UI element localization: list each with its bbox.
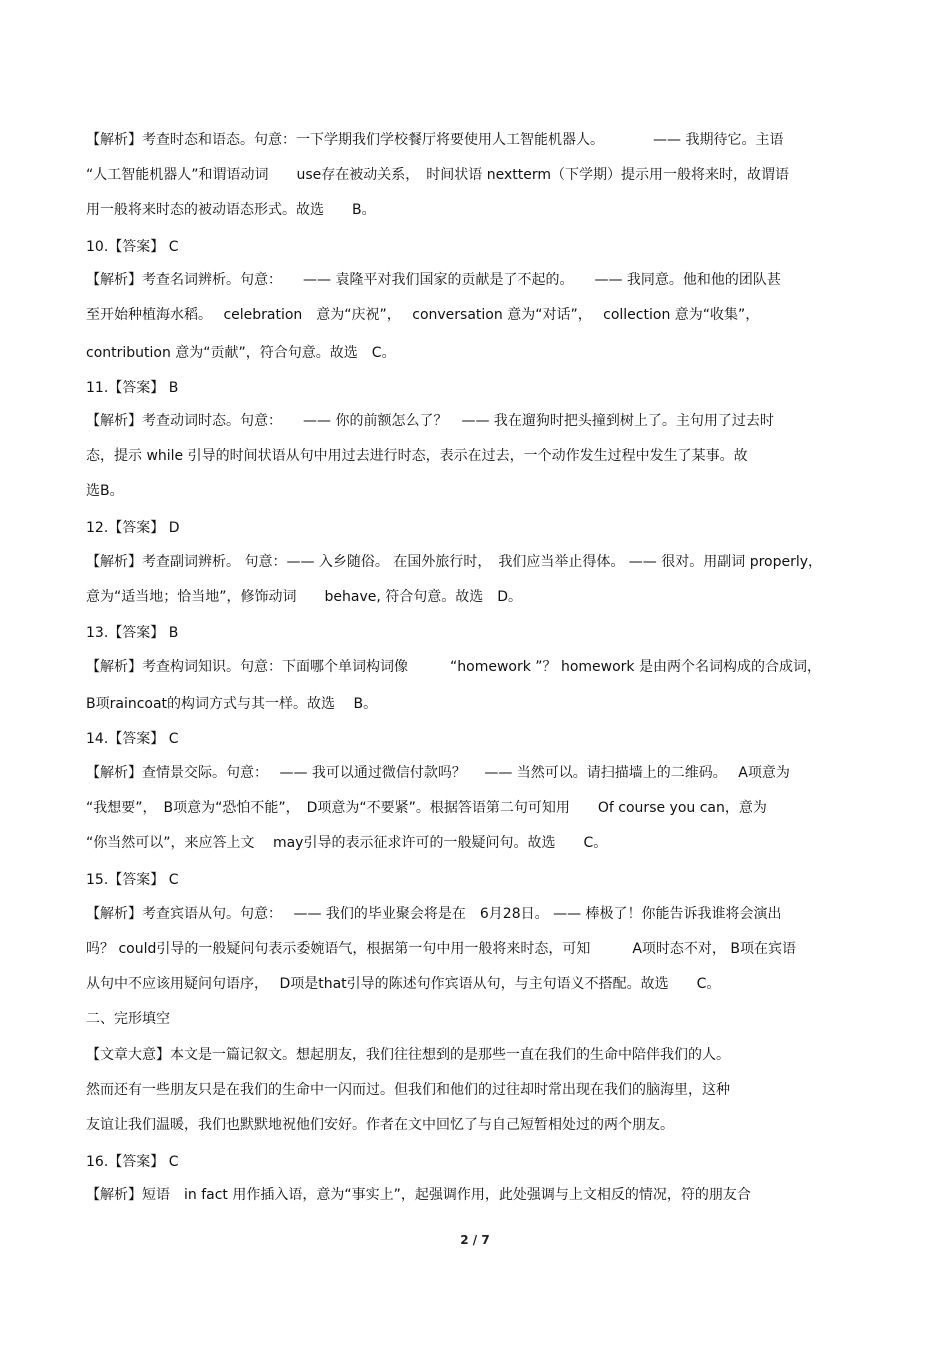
answer-heading: 12.【答案】 D	[86, 520, 180, 536]
answer-heading: 16.【答案】 C	[86, 1154, 179, 1170]
text-line: 【解析】考查宾语从句。句意： —— 我们的毕业聚会将是在 6月28日。 —— 棒极了！你能告诉我谁将会演出	[86, 906, 782, 922]
text-line: 意为“适当地；恰当地”，修饰动词 behave, 符合句意。故选 D。	[86, 589, 523, 605]
text-line: “你当然可以”，来应答上文 may引导的表示征求许可的一般疑问句。故选 C。	[86, 835, 608, 851]
page-number: 2 / 7	[460, 1233, 490, 1247]
text-line: “人工智能机器人”和谓语动词 use存在被动关系， 时间状语 nextterm（下学期）提示用一般将来时，故谓语	[86, 167, 789, 183]
text-line: 选B。	[86, 483, 124, 499]
text-line: 【文章大意】本文是一篇记叙文。想起朋友，我们往往想到的是那些一直在我们的生命中陪伴我们的人。	[86, 1047, 730, 1063]
text-line: “我想要”， B项意为“恐怕不能”， D项意为“不要紧”。根据答语第二句可知用 Of course you can，意为	[86, 800, 767, 816]
answer-heading: 10.【答案】 C	[86, 239, 179, 255]
text-line: 从句中不应该用疑问句语序， D项是that引导的陈述句作宾语从句，与主句语义不搭配。故选 C。	[86, 976, 721, 992]
text-line: 态，提示 while 引导的时间状语从句中用过去进行时态，表示在过去，一个动作发生过程中发生了某事。故	[86, 448, 748, 464]
answer-heading: 11.【答案】 B	[86, 380, 179, 396]
text-line: 吗？ could引导的一般疑问句表示委婉语气，根据第一句中用一般将来时态，可知 A项时态不对， B项在宾语	[86, 941, 796, 957]
text-line: 至开始种植海水稻。 celebration 意为“庆祝”， conversation 意为“对话”， collection 意为“收集”，	[86, 307, 760, 323]
text-line: 【解析】考查副词辨析。 句意：—— 入乡随俗。 在国外旅行时， 我们应当举止得体。 —— 很对。用副词 properly，	[86, 554, 823, 570]
section-heading: 二、完形填空	[86, 1011, 170, 1027]
text-line: 用一般将来时态的被动语态形式。故选 B。	[86, 202, 376, 218]
answer-heading: 13.【答案】 B	[86, 625, 179, 641]
text-line: 【解析】考查名词辨析。句意： —— 袁隆平对我们国家的贡献是了不起的。 —— 我同意。他和他的团队甚	[86, 272, 781, 288]
answer-heading: 14.【答案】 C	[86, 731, 179, 747]
text-line: 友谊让我们温暖，我们也默默地祝他们安好。作者在文中回忆了与自己短暂相处过的两个朋友。	[86, 1117, 674, 1133]
text-line: 然而还有一些朋友只是在我们的生命中一闪而过。但我们和他们的过往却时常出现在我们的脑海里，这种	[86, 1082, 730, 1098]
text-line: 【解析】短语 in fact 用作插入语，意为“事实上”，起强调作用，此处强调与上文相反的情况，符的朋友合	[86, 1187, 751, 1203]
answer-heading: 15.【答案】 C	[86, 872, 179, 888]
text-line: contribution 意为“贡献”，符合句意。故选 C。	[86, 345, 396, 361]
text-line: B项raincoat的构词方式与其一样。故选 B。	[86, 696, 378, 712]
text-line: 【解析】考查动词时态。句意： —— 你的前额怎么了？ —— 我在遛狗时把头撞到树上了。主句用了过去时	[86, 413, 774, 429]
text-line: 【解析】考查构词知识。句意：下面哪个单词构词像 “homework ”？ homework 是由两个名词构成的合成词，	[86, 659, 821, 675]
text-line: 【解析】考查时态和语态。句意：一下学期我们学校餐厅将要使用人工智能机器人。 —— 我期待它。主语	[86, 132, 784, 148]
text-line: 【解析】查情景交际。句意： —— 我可以通过微信付款吗？ —— 当然可以。请扫描墙上的二维码。 A项意为	[86, 765, 790, 781]
